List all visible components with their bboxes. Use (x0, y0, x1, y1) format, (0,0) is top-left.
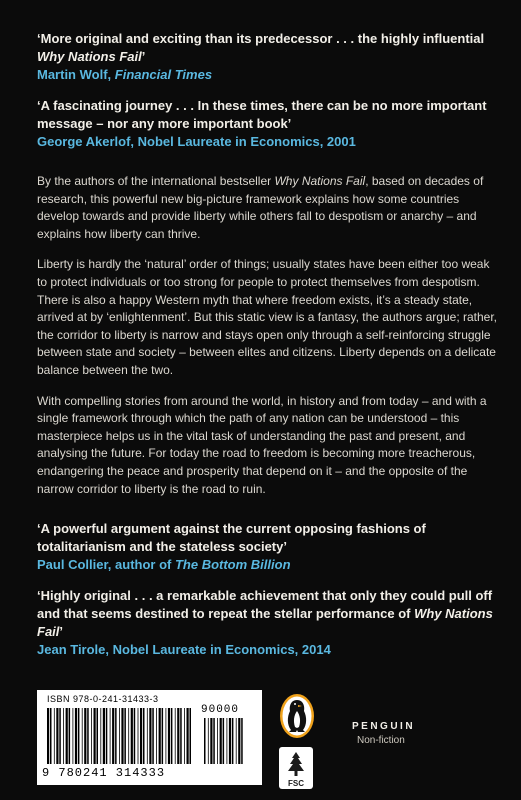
blurb-paragraph-3: With compelling stories from around the world, in history and from today – and with a single framework through which the path of any nation can be understood – this masterpiece helps us in the vital task of understanding the past and present, and analysing the future. For today the road to freedom is becoming more treacherous, endangering the peace and prosperity that depend on it – and the opposite of the narrow corridor to liberty is the road to ruin. (37, 393, 487, 496)
publisher-name: PENGUIN (352, 721, 416, 732)
quote-text: ‘A powerful argument against the current opposing fashions of totalitarianism and the stateless society’ (37, 521, 426, 555)
quote-attribution: Jean Tirole, Nobel Laureate in Economics, 2014 (37, 642, 331, 658)
addon-barcode (202, 718, 247, 764)
review-quote-1 (37, 30, 497, 84)
penguin-logo-icon (279, 693, 315, 739)
quote-attribution: George Akerlof, Nobel Laureate in Economics, 2001 (37, 134, 356, 149)
ean-barcode (45, 708, 195, 764)
quote-attribution (37, 556, 497, 574)
isbn-label: ISBN 978-0-241-31433-3 (47, 694, 159, 704)
publisher-imprint (352, 721, 452, 746)
barcode-panel (37, 690, 262, 785)
review-quote-4 (37, 587, 497, 659)
blurb-title-italic: Why Nations Fail (274, 174, 366, 188)
blurb-text: , based on decades of research, this powerful new big-picture framework explains how some countries develop towards and provide liberty while others fall to despotism or anarchy – and explains how liberty can thrive. (37, 174, 484, 241)
quote-text-part: ’ (141, 49, 146, 64)
quote-text-part: ‘More original and exciting than its predecessor . . . the highly influential (37, 31, 485, 46)
blurb-paragraph-1 (37, 173, 497, 243)
review-quote-2 (37, 97, 497, 151)
review-quote-3 (37, 520, 497, 574)
publisher-category: Non-fiction (357, 735, 405, 746)
barcode-addon-digits: 90000 (201, 704, 240, 716)
quote-attribution (37, 66, 497, 84)
fsc-logo-icon (279, 747, 313, 789)
attribution-name: Martin Wolf, (37, 67, 115, 82)
quote-text: ‘A fascinating journey . . . In these times, there can be no more important message – nor any more important book’ (37, 98, 487, 131)
blurb-text: By the authors of the international bestseller (37, 174, 275, 188)
quote-text (37, 587, 497, 641)
svg-text:FSC: FSC (288, 779, 304, 788)
quote-title-italic: Why Nations Fail (37, 49, 142, 64)
attribution-book-title: The Bottom Billion (174, 557, 291, 573)
blurb-paragraph-2: Liberty is hardly the ‘natural’ order of things; usually states have been either too weak to protect individuals or too strong for people to protect themselves from despotism. There is also a happy Western myth that where freedom exists, it’s a steady state, arrived at by ‘enlightenment’. But this static view is a fantasy, the authors argue; rather, the corridor to liberty is narrow and stays open only through a self-reinforcing struggle between state and society – between elites and citizens. Liberty depends on a delicate balance between the two. (37, 257, 498, 377)
quote-title-italic: Why Nations Fail (37, 606, 493, 640)
quote-text-part: ‘Highly original . . . a remarkable achievement that only they could pull off and that seems destined to repeat the stellar performance of (37, 588, 493, 622)
attribution-publication: Financial Times (114, 67, 213, 82)
back-cover-text (37, 30, 497, 672)
attribution-name: Paul Collier, author of (37, 557, 175, 573)
quote-text-part: ’ (59, 624, 64, 640)
ean-digits: 9 780241 314333 (42, 766, 166, 780)
quote-text (37, 30, 497, 66)
